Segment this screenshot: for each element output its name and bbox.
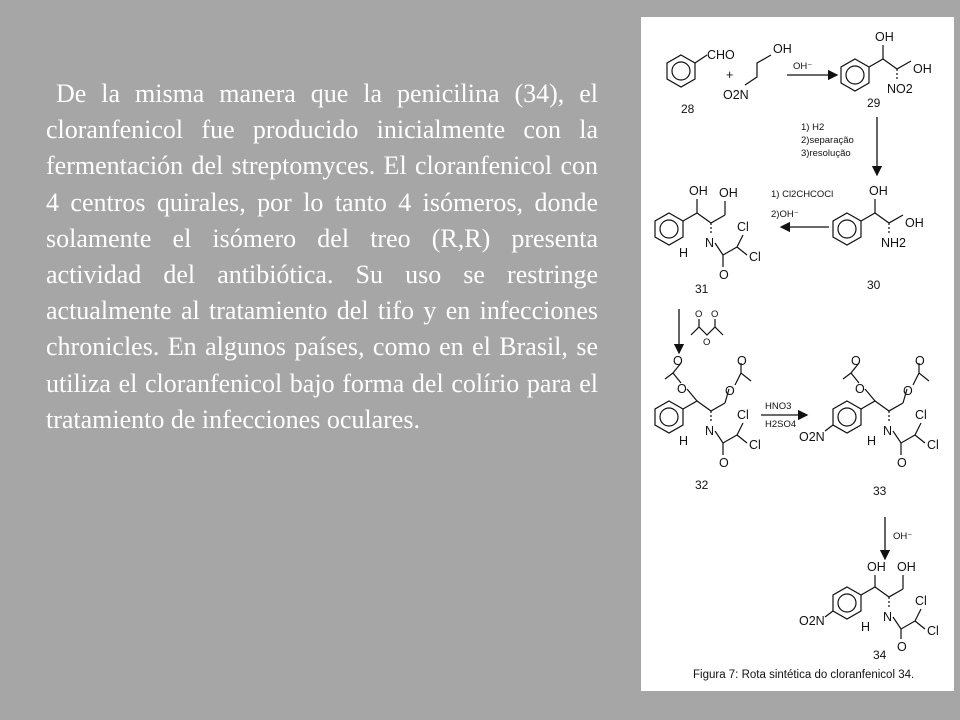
- compound-label-28: 28: [681, 102, 695, 116]
- atom-cl-34a: Cl: [915, 594, 927, 608]
- condition-step5b: H2SO4: [765, 419, 797, 430]
- atom-o-anh3: O: [703, 337, 711, 348]
- atom-h-32: H: [679, 434, 689, 448]
- atom-o-32b: O: [677, 382, 687, 396]
- atom-n-32: N: [705, 424, 715, 438]
- atom-o-33c: O: [903, 384, 913, 398]
- atom-oh-34b: OH: [897, 560, 916, 574]
- atom-o-33e: O: [897, 456, 907, 470]
- condition-step5a: HNO3: [765, 401, 792, 412]
- body-paragraph: De la misma manera que la penicilina (34), el cloranfenicol fue producido inicialmente con la fermentación del streptomyces. El cloranfenicol con 4 centros quirales, por lo tanto 4 isómeros, donde solamente el isómero del treo (R,R) presenta actividad del antibiótica. Su uso se restringe actualmente al tratamiento del tifo y en infecciones chronicles. En algunos países, como en el Brasil, se utiliza el cloranfenicol bajo forma del colírio para el tratamiento de infecciones oculares.: [46, 79, 598, 434]
- compound-33-structure: [825, 363, 929, 455]
- atom-cl-32b: Cl: [749, 438, 761, 452]
- atom-o-31: O: [719, 268, 729, 282]
- atom-cl-33a: Cl: [915, 408, 927, 422]
- atom-n-31: N: [705, 236, 715, 250]
- atom-o-anh2: O: [711, 309, 719, 320]
- compound-31-structure: [655, 199, 747, 267]
- compound-34-structure: [825, 575, 925, 639]
- atom-cl-31a: Cl: [737, 220, 749, 234]
- atom-o-32c: O: [725, 384, 735, 398]
- atom-cl-31b: Cl: [749, 250, 761, 264]
- atom-o2n-33: O2N: [799, 430, 825, 444]
- atom-o-anh1: O: [695, 309, 703, 320]
- atom-oh-31a: OH: [689, 184, 708, 198]
- compound-label-34: 34: [873, 648, 887, 662]
- condition-step1: OH⁻: [793, 61, 813, 72]
- atom-no2-29: NO2: [887, 82, 913, 96]
- acetic-anhydride-structure: [691, 319, 723, 335]
- atom-nh2-30: NH2: [881, 236, 907, 250]
- atom-cho: CHO: [707, 48, 735, 62]
- condition-step2b: 2)separação: [801, 135, 854, 146]
- atom-cl-34b: Cl: [927, 624, 939, 638]
- compound-label-31: 31: [695, 282, 709, 296]
- compound-label-32: 32: [695, 478, 709, 492]
- atom-n-33: N: [883, 424, 893, 438]
- atom-o-33b: O: [855, 382, 865, 396]
- atom-oh-30a: OH: [869, 184, 888, 198]
- atom-oh-nitroethanol: OH: [773, 42, 792, 56]
- atom-cl-33b: Cl: [927, 438, 939, 452]
- atom-oh-29b: OH: [913, 62, 932, 76]
- condition-step2a: 1) H2: [801, 122, 825, 133]
- atom-o-33a: O: [851, 354, 861, 368]
- atom-h-31: H: [679, 246, 689, 260]
- atom-h-33: H: [867, 434, 877, 448]
- nitroethanol-structure: [745, 55, 771, 85]
- synthesis-scheme: [641, 17, 954, 691]
- condition-step2c: 3)resolução: [801, 148, 851, 159]
- condition-step3a: 1) Cl2CHCOCl: [771, 189, 834, 200]
- atom-o-33d: O: [915, 354, 925, 368]
- atom-cl-32a: Cl: [737, 408, 749, 422]
- atom-o-34: O: [897, 640, 907, 654]
- compound-28-structure: [667, 55, 707, 87]
- condition-step6: OH⁻: [893, 531, 913, 542]
- atom-oh-34a: OH: [867, 560, 886, 574]
- compound-label-29: 29: [867, 96, 881, 110]
- condition-step3b: 2)OH⁻: [771, 209, 799, 220]
- figure-caption: Figura 7: Rota sintética do cloranfenicol 34.: [693, 669, 915, 681]
- atom-oh-31b: OH: [719, 186, 738, 200]
- atom-oh-29a: OH: [875, 30, 894, 44]
- compound-label-30: 30: [867, 278, 881, 292]
- compound-label-33: 33: [873, 484, 887, 498]
- atom-n-34: N: [883, 610, 893, 624]
- atom-o-32d: O: [737, 354, 747, 368]
- atom-o2n-nitroethanol: O2N: [723, 88, 749, 102]
- atom-h-34: H: [861, 620, 871, 634]
- atom-o-32e: O: [719, 456, 729, 470]
- atom-o2n-34: O2N: [799, 614, 825, 628]
- atom-o-32a: O: [673, 354, 683, 368]
- atom-plus: +: [726, 68, 734, 82]
- atom-oh-30b: OH: [905, 216, 924, 230]
- synthesis-figure: [641, 17, 954, 691]
